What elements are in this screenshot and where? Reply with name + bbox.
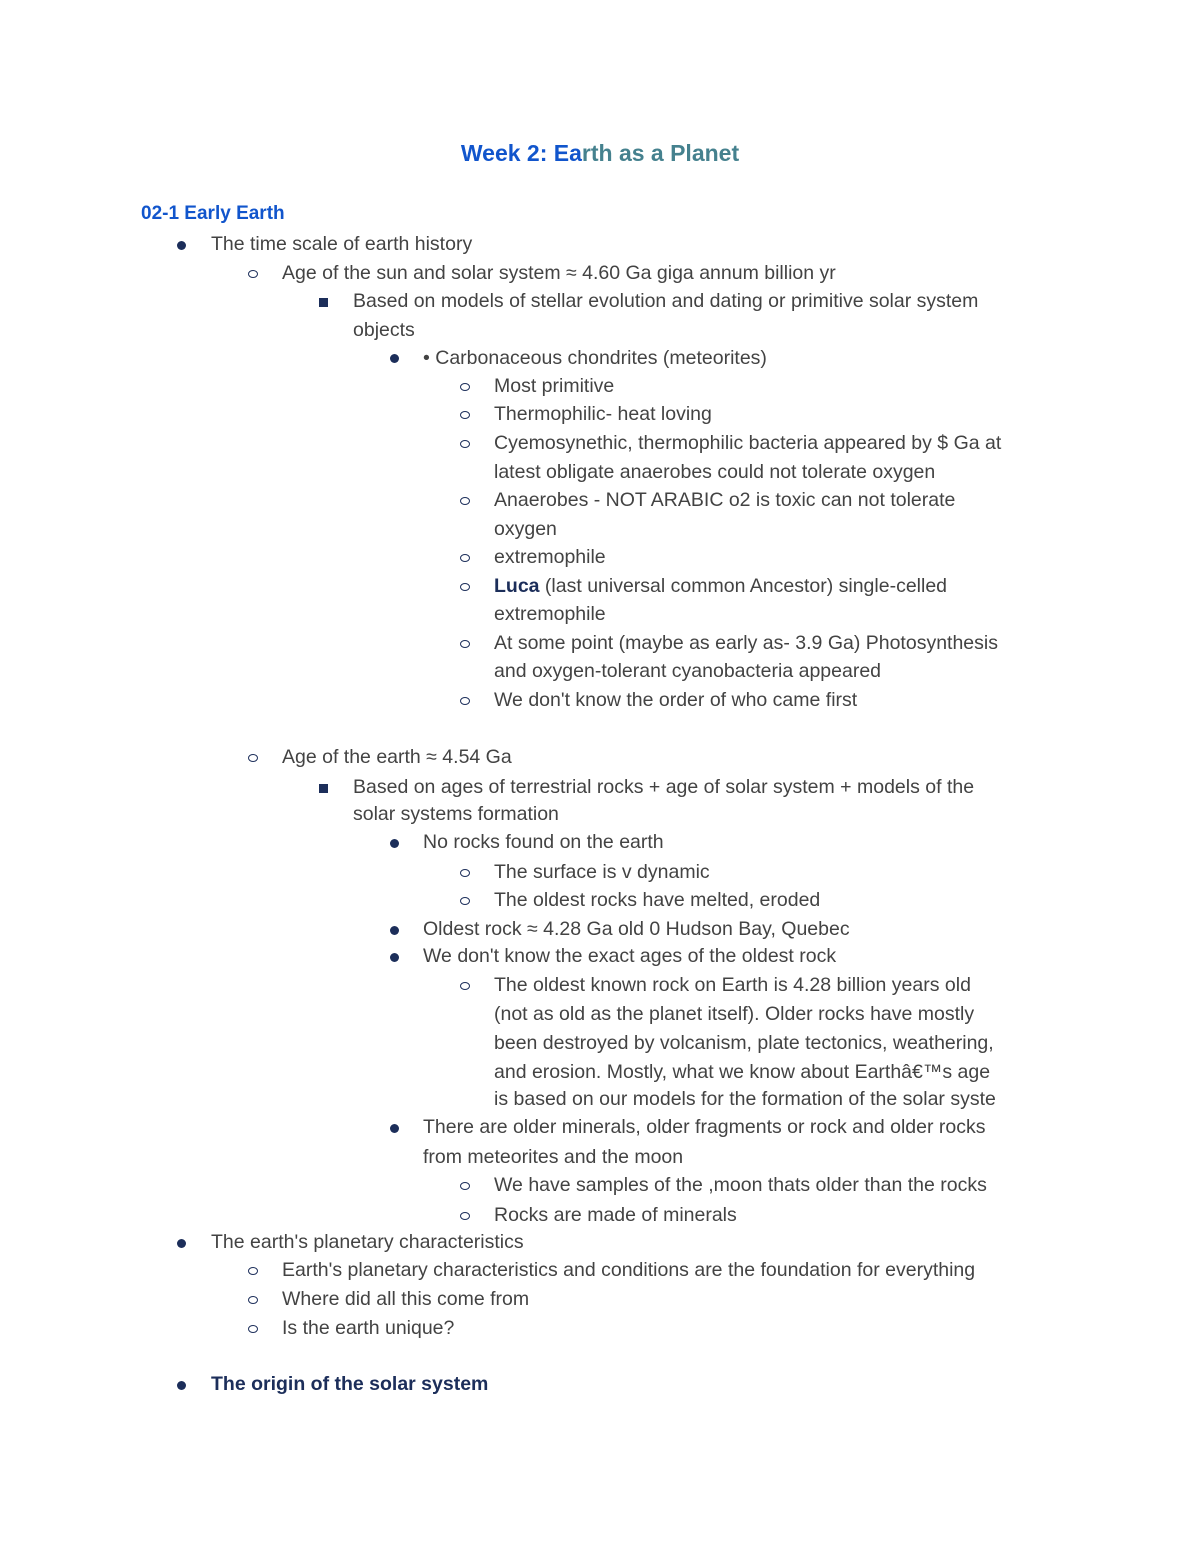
bullet-hollow-circle xyxy=(460,383,470,391)
list-item: Where did all this come from xyxy=(282,1288,530,1310)
list-item: The oldest rocks have melted, eroded xyxy=(494,889,821,911)
bullet-filled-circle xyxy=(390,926,399,935)
list-item: There are older minerals, older fragments or rock and older rocks xyxy=(423,1116,986,1138)
list-item: Earth's planetary characteristics and conditions are the foundation for everything xyxy=(282,1259,976,1281)
luca-description: (last universal common Ancestor) single-celled xyxy=(539,575,948,597)
list-item: The surface is v dynamic xyxy=(494,861,710,883)
bullet-hollow-circle xyxy=(460,1182,470,1190)
list-item: Anaerobes - NOT ARABIC o2 is toxic can not tolerate xyxy=(494,489,956,511)
list-item: Thermophilic- heat loving xyxy=(494,403,712,425)
list-item-continuation: objects xyxy=(353,319,415,341)
page-title xyxy=(0,140,1200,167)
bullet-hollow-circle xyxy=(460,497,470,505)
bullet-hollow-circle xyxy=(460,411,470,419)
bullet-filled-circle xyxy=(390,953,399,962)
list-item-continuation: (not as old as the planet itself). Older rocks have mostly xyxy=(494,1003,975,1025)
list-item: Based on models of stellar evolution and dating or primitive solar system xyxy=(353,290,979,312)
bullet-hollow-circle xyxy=(460,869,470,877)
list-item-continuation: solar systems formation xyxy=(353,803,559,825)
bullet-hollow-circle xyxy=(248,1296,258,1304)
list-item: • Carbonaceous chondrites (meteorites) xyxy=(423,347,767,369)
list-item: The oldest known rock on Earth is 4.28 billion years old xyxy=(494,974,971,996)
list-item: At some point (maybe as early as- 3.9 Ga) Photosynthesis xyxy=(494,632,998,654)
bullet-hollow-circle xyxy=(460,640,470,648)
list-item-continuation: and oxygen-tolerant cyanobacteria appeared xyxy=(494,660,882,682)
list-item-continuation: latest obligate anaerobes could not tolerate oxygen xyxy=(494,461,936,483)
list-item: Most primitive xyxy=(494,375,615,397)
bullet-filled-circle xyxy=(390,839,399,848)
list-item-continuation: is based on our models for the formation of the solar syste xyxy=(494,1088,996,1110)
bullet-filled-circle xyxy=(390,1124,399,1133)
list-item-bold: The origin of the solar system xyxy=(211,1373,489,1395)
list-item: Rocks are made of minerals xyxy=(494,1204,737,1226)
list-item: We have samples of the ,moon thats older than the rocks xyxy=(494,1174,987,1196)
bullet-hollow-circle xyxy=(248,1267,258,1275)
bullet-hollow-circle xyxy=(248,754,258,762)
list-item: Age of the sun and solar system ≈ 4.60 Ga giga annum billion yr xyxy=(282,262,836,284)
list-item: extremophile xyxy=(494,546,606,568)
list-item: The time scale of earth history xyxy=(211,233,473,255)
list-item: Age of the earth ≈ 4.54 Ga xyxy=(282,746,512,768)
bullet-hollow-circle xyxy=(248,1325,258,1333)
bullet-hollow-circle xyxy=(460,897,470,905)
bullet-filled-circle xyxy=(177,241,186,250)
list-item-continuation: extremophile xyxy=(494,603,606,625)
luca-term: Luca xyxy=(494,575,540,597)
bullet-square xyxy=(319,784,328,793)
bullet-filled-circle xyxy=(177,1239,186,1248)
list-item: No rocks found on the earth xyxy=(423,831,664,853)
list-item: Oldest rock ≈ 4.28 Ga old 0 Hudson Bay, Quebec xyxy=(423,918,850,940)
list-item: The earth's planetary characteristics xyxy=(211,1231,524,1253)
list-item-continuation: oxygen xyxy=(494,518,557,540)
list-item: Is the earth unique? xyxy=(282,1317,455,1339)
list-item-continuation: been destroyed by volcanism, plate tectonics, weathering, xyxy=(494,1032,994,1054)
bullet-square xyxy=(319,298,328,307)
list-item xyxy=(494,572,947,601)
bullet-filled-circle xyxy=(177,1381,186,1390)
list-item-continuation: and erosion. Mostly, what we know about Earthâ€™s age xyxy=(494,1061,991,1083)
section-heading: 02-1 Early Earth xyxy=(141,203,285,224)
bullet-hollow-circle xyxy=(460,554,470,562)
bullet-hollow-circle xyxy=(460,1212,470,1220)
bullet-hollow-circle xyxy=(248,270,258,278)
bullet-hollow-circle xyxy=(460,982,470,990)
bullet-filled-circle xyxy=(390,354,399,363)
page-title-part1: Week 2: Ea xyxy=(460,140,582,166)
list-item: We don't know the exact ages of the oldest rock xyxy=(423,945,837,967)
list-item: Cyemosynethic, thermophilic bacteria appeared by $ Ga at xyxy=(494,432,1002,454)
bullet-hollow-circle xyxy=(460,697,470,705)
list-item: We don't know the order of who came first xyxy=(494,689,858,711)
bullet-hollow-circle xyxy=(460,583,470,591)
bullet-hollow-circle xyxy=(460,440,470,448)
list-item-continuation: from meteorites and the moon xyxy=(423,1146,684,1168)
list-item: Based on ages of terrestrial rocks + age of solar system + models of the xyxy=(353,776,975,798)
page-title-part2: rth as a Planet xyxy=(581,140,740,166)
